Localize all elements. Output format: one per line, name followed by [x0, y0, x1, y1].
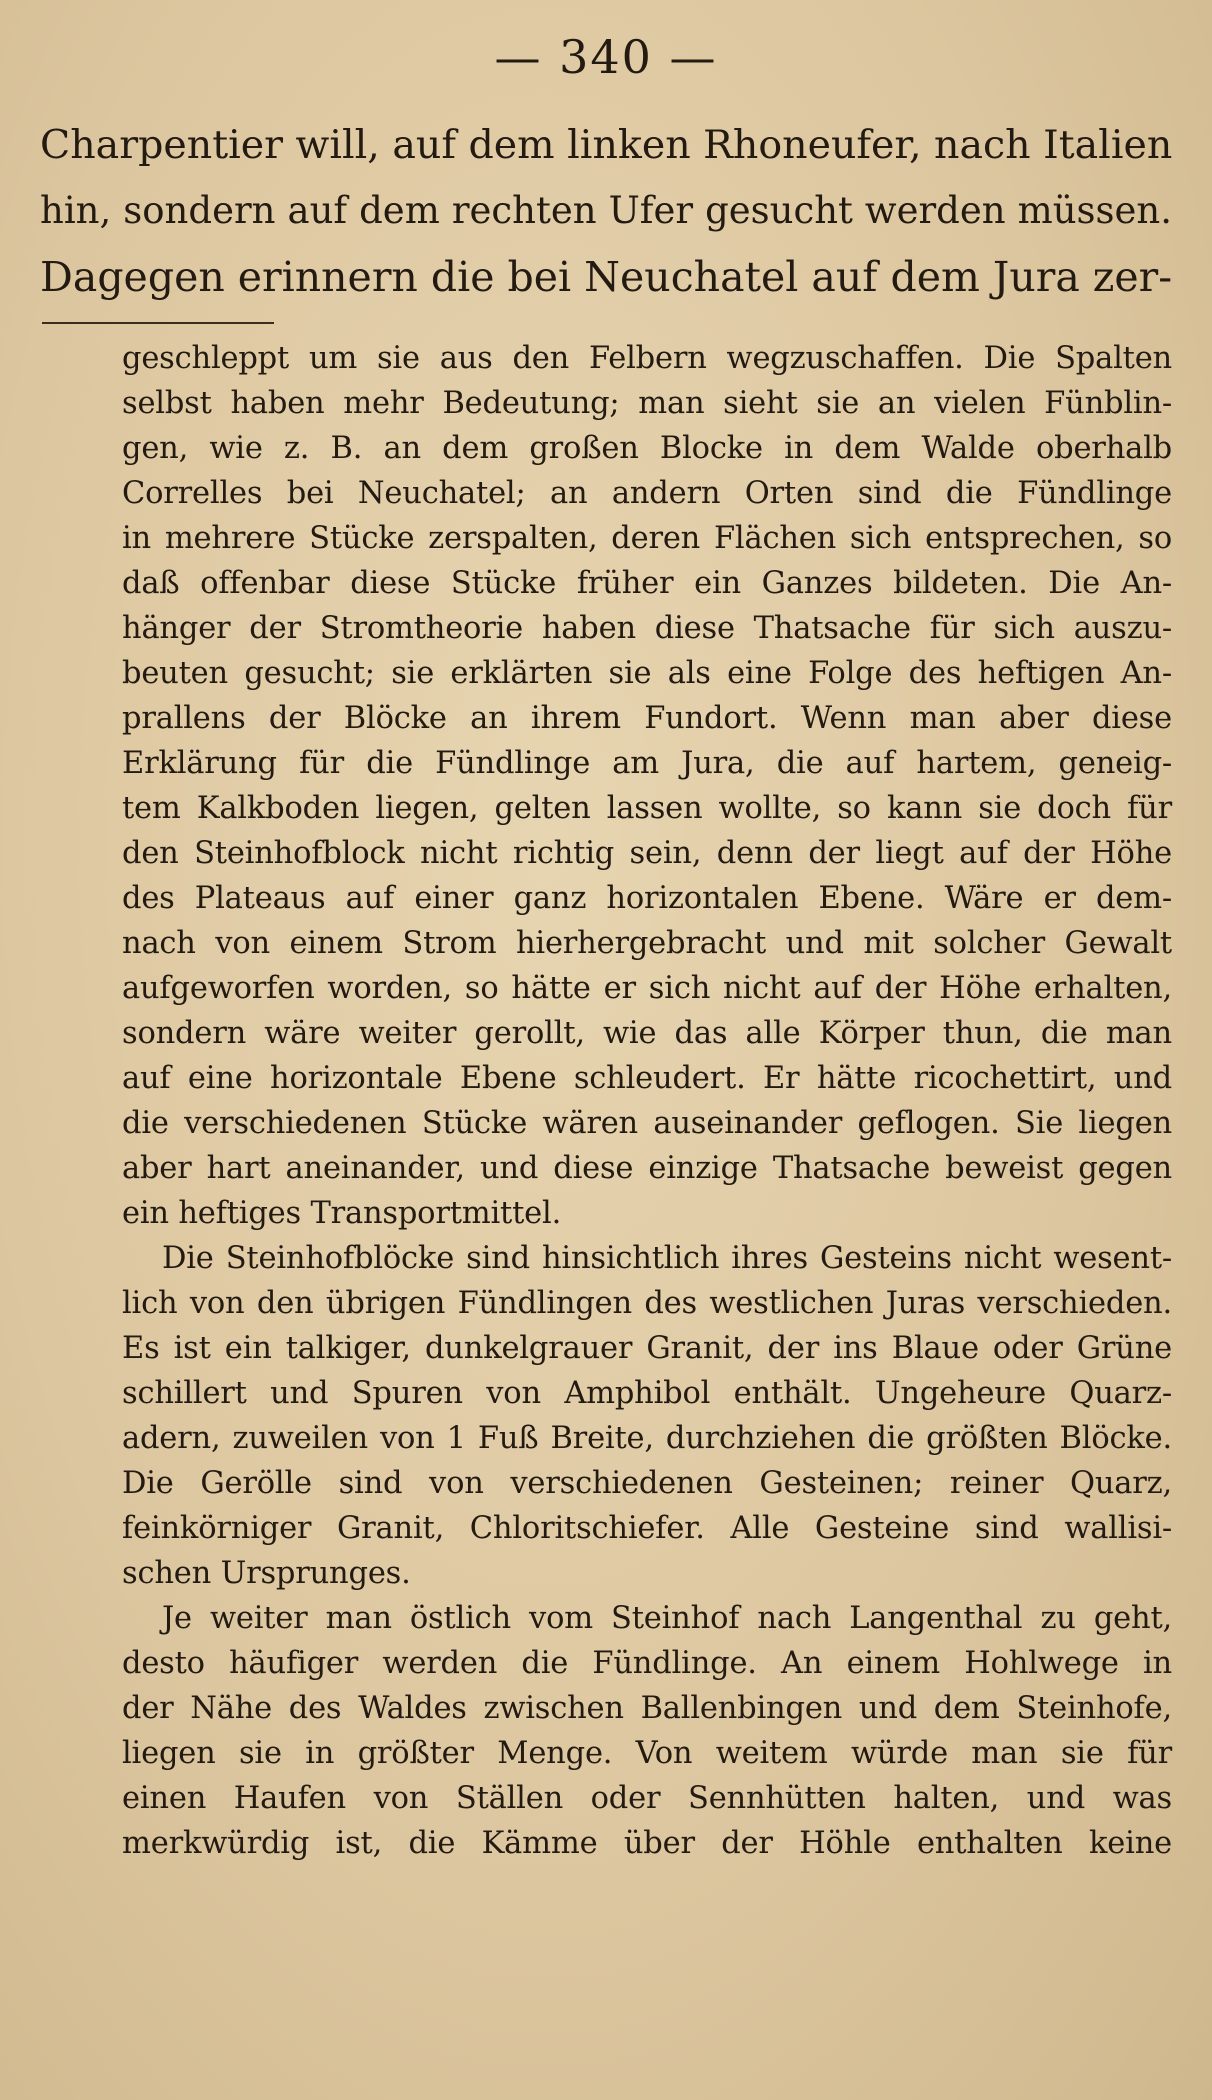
page-number: — 340 —	[494, 30, 718, 84]
footnote-line: liegen sie in größter Menge. Von weitem würde man sie für	[122, 1736, 1172, 1771]
footnote-line: in mehrere Stücke zerspalten, deren Flächen sich entsprechen, so	[122, 521, 1172, 556]
footnote-line: sondern wäre weiter gerollt, wie das alle Körper thun, die man	[122, 1016, 1172, 1051]
main-text-line: hin, sondern auf dem rechten Ufer gesucht werden müssen.	[40, 189, 1172, 232]
main-text-block	[40, 112, 1172, 310]
footnote-divider	[42, 322, 274, 324]
footnote-line: desto häufiger werden die Fündlinge. An einem Hohlwege in	[122, 1646, 1172, 1681]
footnote-line: des Plateaus auf einer ganz horizontalen Ebene. Wäre er dem-	[122, 881, 1172, 916]
footnote-line: daß offenbar diese Stücke früher ein Ganzes bildeten. Die An-	[122, 566, 1172, 601]
footnote-line: gen, wie z. B. an dem großen Blocke in dem Walde oberhalb	[122, 431, 1172, 466]
footnote-line: Je weiter man östlich vom Steinhof nach Langenthal zu geht,	[162, 1601, 1172, 1636]
footnote-line: schen Ursprunges.	[122, 1556, 411, 1591]
footnote-line: die verschiedenen Stücke wären auseinander geflogen. Sie liegen	[122, 1106, 1172, 1141]
footnote-line: adern, zuweilen von 1 Fuß Breite, durchziehen die größten Blöcke.	[122, 1421, 1172, 1456]
footnote-line: geschleppt um sie aus den Felbern wegzuschaffen. Die Spalten	[122, 341, 1172, 376]
footnote-line: einen Haufen von Ställen oder Sennhütten halten, und was	[122, 1781, 1172, 1816]
footnote-line: Correlles bei Neuchatel; an andern Orten sind die Fündlinge	[122, 476, 1172, 511]
footnote-line: prallens der Blöcke an ihrem Fundort. Wenn man aber diese	[122, 701, 1172, 736]
main-text-line: Dagegen erinnern die bei Neuchatel auf dem Jura zer-	[40, 253, 1173, 301]
footnote-line: der Nähe des Waldes zwischen Ballenbingen und dem Steinhofe,	[122, 1691, 1172, 1726]
footnote-line: den Steinhofblock nicht richtig sein, denn der liegt auf der Höhe	[122, 836, 1172, 871]
footnote-line: merkwürdig ist, die Kämme über der Höhle enthalten keine	[122, 1826, 1172, 1861]
footnote-line: auf eine horizontale Ebene schleudert. Er hätte ricochettirt, und	[122, 1061, 1172, 1096]
footnote-line: selbst haben mehr Bedeutung; man sieht sie an vielen Fünblin-	[122, 386, 1172, 421]
footnote-line: tem Kalkboden liegen, gelten lassen wollte, so kann sie doch für	[122, 791, 1172, 826]
footnote-line: beuten gesucht; sie erklärten sie als eine Folge des heftigen An-	[122, 656, 1172, 691]
footnote-line: nach von einem Strom hierhergebracht und mit solcher Gewalt	[122, 926, 1172, 961]
footnote-line: lich von den übrigen Fündlingen des westlichen Juras verschieden.	[122, 1286, 1172, 1321]
footnote-line: aufgeworfen worden, so hätte er sich nicht auf der Höhe erhalten,	[122, 971, 1172, 1006]
footnote-line: schillert und Spuren von Amphibol enthält. Ungeheure Quarz-	[122, 1376, 1172, 1411]
footnote-block	[122, 336, 1172, 1866]
footnote-line: Erklärung für die Fündlinge am Jura, die auf hartem, geneig-	[122, 746, 1172, 781]
footnote-line: Die Gerölle sind von verschiedenen Gesteinen; reiner Quarz,	[122, 1466, 1172, 1501]
footnote-line: ein heftiges Transportmittel.	[122, 1196, 562, 1231]
footnote-line: Die Steinhofblöcke sind hinsichtlich ihres Gesteins nicht wesent-	[162, 1241, 1172, 1276]
footnote-line: feinkörniger Granit, Chloritschiefer. Alle Gesteine sind wallisi-	[122, 1511, 1172, 1546]
footnote-line: hänger der Stromtheorie haben diese Thatsache für sich auszu-	[122, 611, 1172, 646]
footnote-line: aber hart aneinander, und diese einzige Thatsache beweist gegen	[122, 1151, 1172, 1186]
main-text-line: Charpentier will, auf dem linken Rhoneufer, nach Italien	[40, 122, 1173, 168]
footnote-line: Es ist ein talkiger, dunkelgrauer Granit, der ins Blaue oder Grüne	[122, 1331, 1172, 1366]
